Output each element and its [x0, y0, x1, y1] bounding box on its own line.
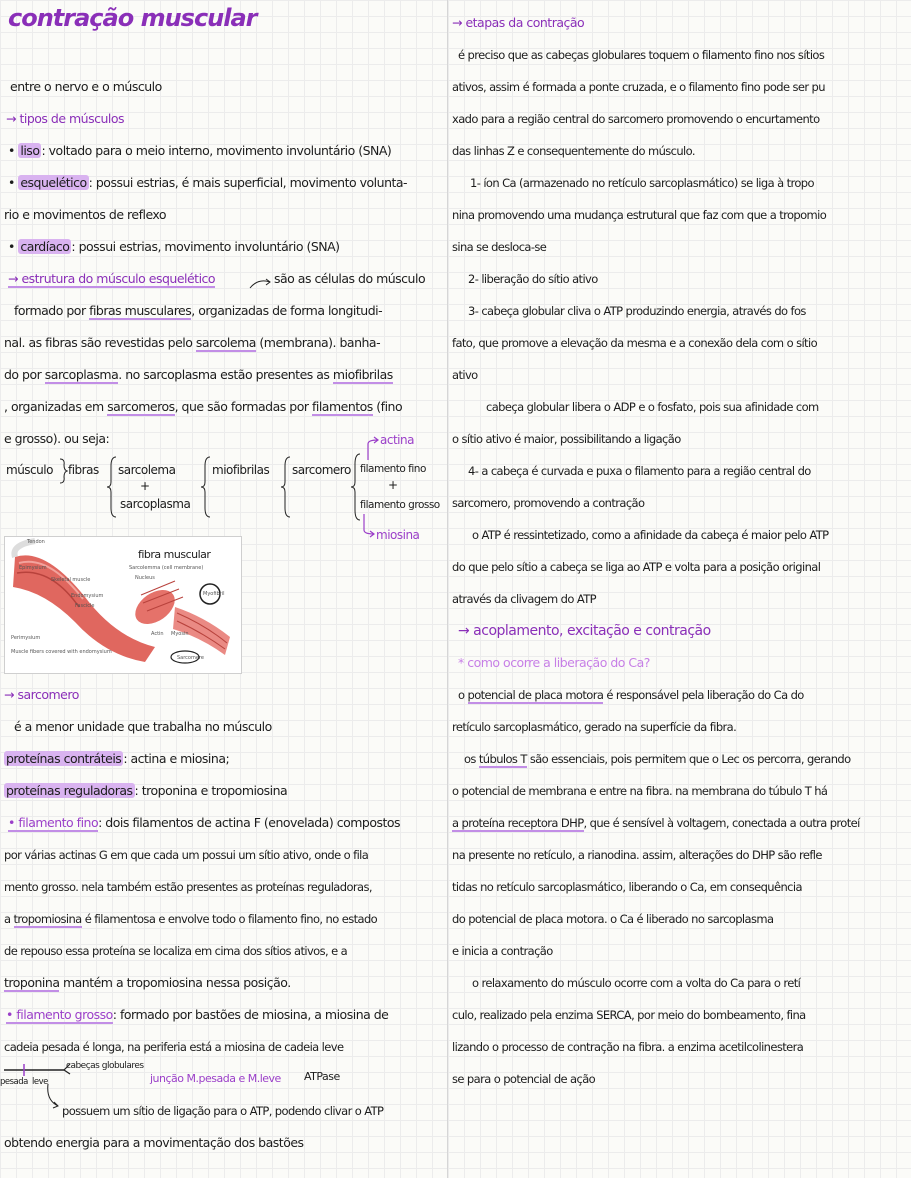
brace-icon: [58, 458, 68, 484]
text-line: mento grosso. nela também estão presentes as proteínas reguladoras,: [4, 880, 372, 894]
text-line: nal. as fibras são revestidas pelo sarcolema (membrana). banha-: [4, 335, 381, 350]
brace-icon: [200, 456, 212, 518]
hier-plus-2: +: [388, 478, 398, 492]
myosin-juncao: junção M.pesada e M.leve: [150, 1072, 281, 1085]
fig-label: Muscle fibers covered with endomysium: [11, 649, 112, 655]
text-line: proteínas contráteis : actina e miosina;: [6, 751, 230, 766]
highlight-esqueletico: esquelético: [20, 175, 87, 190]
text-line: o potencial de membrana e entre na fibra. na membrana do túbulo T há: [452, 784, 828, 798]
hier-sarcomero: sarcomero: [292, 463, 351, 477]
text-line: o sítio ativo é maior, possibilitando a ligação: [452, 432, 681, 446]
hier-musculo: músculo: [6, 463, 53, 477]
text-line: de repouso essa proteína se localiza em cima dos sítios ativos, e a: [4, 944, 348, 958]
text-line: • filamento grosso: formado por bastões de miosina, a miosina de: [6, 1007, 389, 1022]
text-line: • filamento fino: dois filamentos de actina F (enovelada) compostos: [8, 815, 401, 830]
fig-label: Epimysium: [19, 565, 47, 571]
brace-icon: [106, 456, 118, 518]
arrow-icon: [44, 1084, 64, 1112]
text-line: , organizadas em sarcomeros, que são formadas por filamentos (fino: [4, 399, 403, 414]
brace-icon: [280, 456, 292, 518]
text-line: possuem um sítio de ligação para o ATP, podendo clivar o ATP: [62, 1104, 384, 1118]
text-line: é preciso que as cabeças globulares toquem o filamento fino nos sítios: [458, 48, 825, 62]
text-line: • liso : voltado para o meio interno, movimento involuntário (SNA): [8, 143, 392, 158]
myosin-atpase: ATPase: [304, 1070, 340, 1083]
text-line: retículo sarcoplasmático, gerado na superfície da fibra.: [452, 720, 737, 734]
heading-estrutura: → estrutura do músculo esquelético: [8, 271, 216, 286]
text-line: ativos, assim é formada a ponte cruzada, e o filamento fino pode ser pu: [452, 80, 825, 94]
heading-tipos: → tipos de músculos: [6, 111, 125, 126]
text-line: do potencial de placa motora. o Ca é liberado no sarcoplasma: [452, 912, 774, 926]
text-line: xado para a região central do sarcomero promovendo o encurtamento: [452, 112, 820, 126]
hier-sarcoplasma: sarcoplasma: [120, 497, 191, 511]
text-line: das linhas Z e consequentemente do músculo.: [452, 144, 695, 158]
text-line: a tropomiosina é filamentosa e envolve todo o filamento fino, no estado: [4, 912, 378, 926]
text-line: nina promovendo uma mudança estrutural que faz com que a tropomio: [452, 208, 827, 222]
fig-label: Nucleus: [135, 575, 155, 581]
text-line: tidas no retículo sarcoplasmático, liberando o Ca, em consequência: [452, 880, 802, 894]
text-line: do por sarcoplasma. no sarcoplasma estão presentes as miofibrilas: [4, 367, 393, 382]
fig-label: Endomysium: [71, 593, 104, 599]
fig-label: Sarcomere: [177, 655, 204, 661]
fig-label: Sarcolemma (cell membrane): [129, 565, 204, 571]
right-column: [452, 0, 911, 1178]
text-line: o potencial de placa motora é responsável pela liberação do Ca do: [458, 688, 804, 702]
hier-actina: actina: [380, 433, 414, 447]
brace-icon: [350, 446, 362, 528]
arrow-icon: [362, 514, 376, 538]
hier-fibras: fibras: [68, 463, 99, 477]
text-line: é a menor unidade que trabalha no músculo: [14, 719, 272, 734]
text-line: 4- a cabeça é curvada e puxa o filamento para a região central do: [468, 464, 811, 478]
highlight-cardiaco: cardíaco: [20, 239, 70, 254]
text-line: sina se desloca-se: [452, 240, 547, 254]
hier-miofibrilas: miofibrilas: [212, 463, 270, 477]
highlight-reguladoras: proteínas reguladoras: [6, 783, 133, 798]
text-line: • cardíaco : possui estrias, movimento involuntário (SNA): [8, 239, 340, 254]
text-line: por várias actinas G em que cada um possui um sítio ativo, onde o fila: [4, 848, 369, 862]
text-line: o relaxamento do músculo ocorre com a volta do Ca para o retí: [472, 976, 801, 990]
text-line: fato, que promove a elevação da mesma e a conexão dela com o sítio: [452, 336, 818, 350]
text-line: cabeça globular libera o ADP e o fosfato, pois sua afinidade com: [486, 400, 819, 414]
page-title: contração muscular: [8, 4, 257, 32]
text-line: são as células do músculo: [274, 271, 426, 286]
text-line: se para o potencial de ação: [452, 1072, 596, 1086]
arrow-icon: [248, 276, 272, 290]
text-line: através da clivagem do ATP: [452, 592, 596, 606]
text-line: cadeia pesada é longa, na periferia está a miosina de cadeia leve: [4, 1040, 344, 1054]
text-line: • esquelético : possui estrias, é mais superficial, movimento volunta-: [8, 175, 408, 190]
text-line: formado por fibras musculares, organizadas de forma longitudi-: [14, 303, 383, 318]
figure-label: fibra muscular: [138, 548, 211, 561]
myosin-pesada: pesada: [0, 1077, 28, 1087]
left-column: [0, 0, 447, 1178]
hier-miosina: miosina: [376, 528, 420, 542]
text-line: os túbulos T são essenciais, pois permitem que o Lec os percorra, gerando: [464, 752, 851, 766]
heading-etapas: → etapas da contração: [452, 15, 585, 30]
text-line: proteínas reguladoras : troponina e tropomiosina: [6, 783, 288, 798]
text-line: na presente no retículo, a rianodina. assim, alterações do DHP são refle: [452, 848, 822, 862]
text-line: o ATP é ressintetizado, como a afinidade da cabeça é maior pelo ATP: [472, 528, 829, 542]
text-line: e inicia a contração: [452, 944, 553, 958]
fig-label: Skeletal muscle: [51, 577, 91, 583]
text-line: a proteína receptora DHP, que é sensível à voltagem, conectada a outra proteí: [452, 816, 860, 830]
hier-plus: +: [140, 479, 150, 493]
fig-label: Myosin: [171, 631, 189, 637]
highlight-contrateis: proteínas contráteis: [6, 751, 122, 766]
hier-sarcolema: sarcolema: [118, 463, 176, 477]
fig-label: Fascicle: [75, 603, 95, 609]
fig-label: Myofibril: [203, 591, 225, 597]
text-line: 3- cabeça globular cliva o ATP produzindo energia, através do fos: [468, 304, 806, 318]
fig-label: Perimysium: [11, 635, 41, 641]
fig-label: Tendon: [27, 539, 45, 545]
text-line: do que pelo sítio a cabeça se liga ao ATP e volta para a posição original: [452, 560, 821, 574]
heading-liberacao-ca: * como ocorre a liberação do Ca?: [458, 655, 650, 670]
text-line: lizando o processo de contração na fibra. a enzima acetilcolinestera: [452, 1040, 804, 1054]
text-line: 2- liberação do sítio ativo: [468, 272, 598, 286]
myosin-leve: leve: [32, 1077, 48, 1087]
column-divider: [447, 0, 448, 1178]
text-line: obtendo energia para a movimentação dos bastões: [4, 1135, 304, 1150]
hier-filamento-fino: filamento fino: [360, 463, 426, 475]
text-line: troponina mantém a tropomiosina nessa posição.: [4, 975, 291, 990]
fig-label: Actin: [151, 631, 164, 637]
text-line: culo, realizado pela enzima SERCA, por meio do bombeamento, fina: [452, 1008, 806, 1022]
highlight-liso: liso: [20, 143, 40, 158]
arrow-icon: [366, 436, 380, 462]
text-line: ativo: [452, 368, 478, 382]
text-line: 1- íon Ca (armazenado no retículo sarcoplasmático) se liga à tropo: [470, 176, 814, 190]
heading-sarcomero: → sarcomero: [4, 687, 79, 702]
myosin-cabecas: cabeças globulares: [66, 1061, 144, 1071]
text-line: e grosso). ou seja:: [4, 431, 110, 446]
heading-acoplamento: → acoplamento, excitação e contração: [458, 623, 711, 639]
text-line: sarcomero, promovendo a contração: [452, 496, 645, 510]
text-line: rio e movimentos de reflexo: [4, 207, 167, 222]
text-line: entre o nervo e o músculo: [10, 79, 162, 94]
hier-filamento-grosso: filamento grosso: [360, 499, 440, 511]
